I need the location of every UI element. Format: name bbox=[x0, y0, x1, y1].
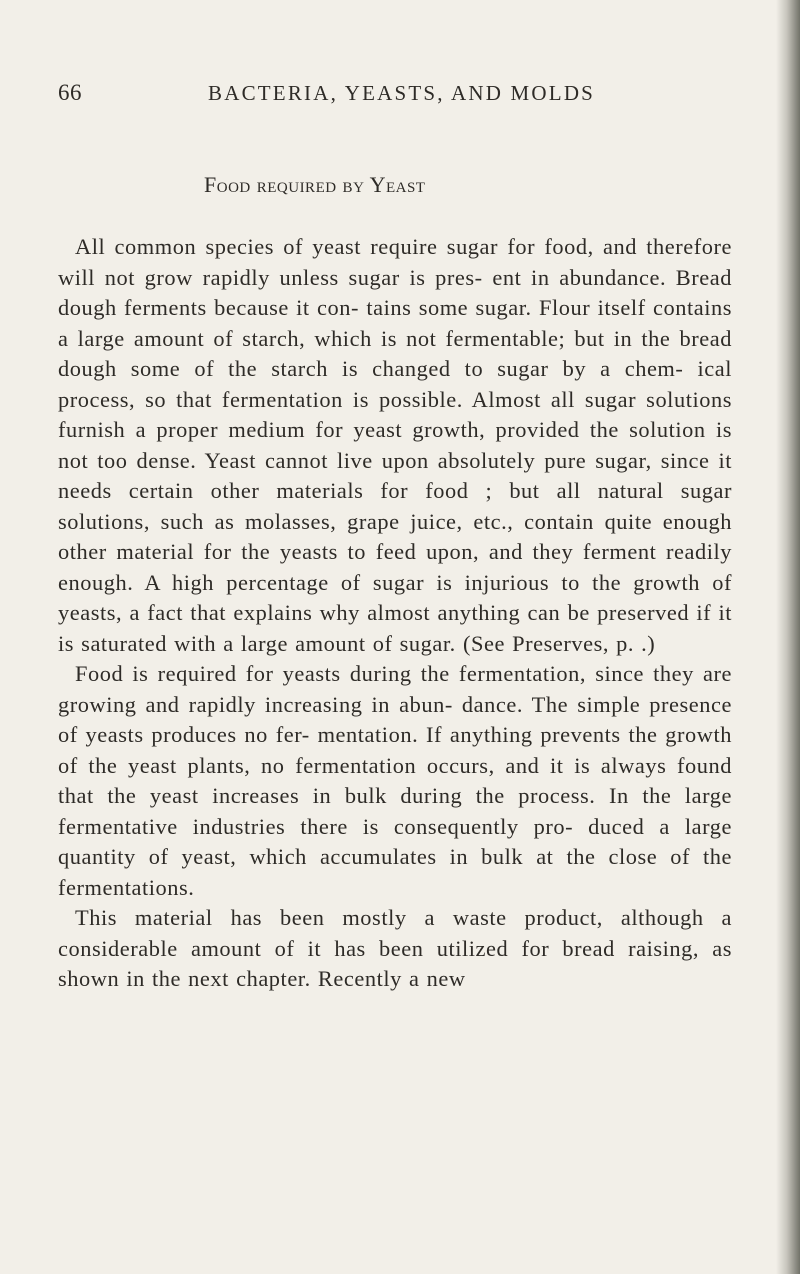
page-number: 66 bbox=[58, 80, 82, 105]
running-head: BACTERIA, YEASTS, AND MOLDS bbox=[208, 81, 596, 105]
paragraph: This material has been mostly a waste product, although a considerable amount of it has been utilized for bread raising, as shown in the next chapter. Recently a new bbox=[58, 905, 732, 991]
paragraph: Food is required for yeasts during the fermentation, since they are growing and rapidly increasing in abun- dance. The simple presence of yeasts produces no fer- mentation. If anything prevents the growth of the yeast plants, no fermentation occurs, and it is always found that the yeast increases in bulk during the process. In the large fermentative industries there is consequently pro- duced a large quantity of yeast, which accumulates in bulk at the close of the fermentations. bbox=[58, 661, 732, 900]
page-edge-shadow bbox=[776, 0, 800, 1274]
page-header bbox=[58, 80, 658, 110]
paragraph: All common species of yeast require sugar for food, and therefore will not grow rapidly unless sugar is pres- ent in abundance. Bread dough ferments because it con- tains some sugar. Flour itself contains a large amount of starch, which is not fermentable; but in the bread dough some of the starch is changed to sugar by a chem- ical process, so that fermentation is possible. Almost all sugar solutions furnish a proper medium for yeast growth, provided the solution is not too dense. Yeast cannot live upon absolutely pure sugar, since it needs certain other materials for food ; but all natural sugar solutions, such as molasses, grape juice, etc., contain quite enough other material for the yeasts to feed upon, and they ferment readily enough. A high percentage of sugar is injurious to the growth of yeasts, a fact that explains why almost anything can be preserved if it is saturated with a large amount of sugar. (See Preserves, p. .) bbox=[58, 234, 732, 656]
body-text bbox=[58, 232, 732, 995]
section-title: Food required by Yeast bbox=[204, 172, 426, 197]
